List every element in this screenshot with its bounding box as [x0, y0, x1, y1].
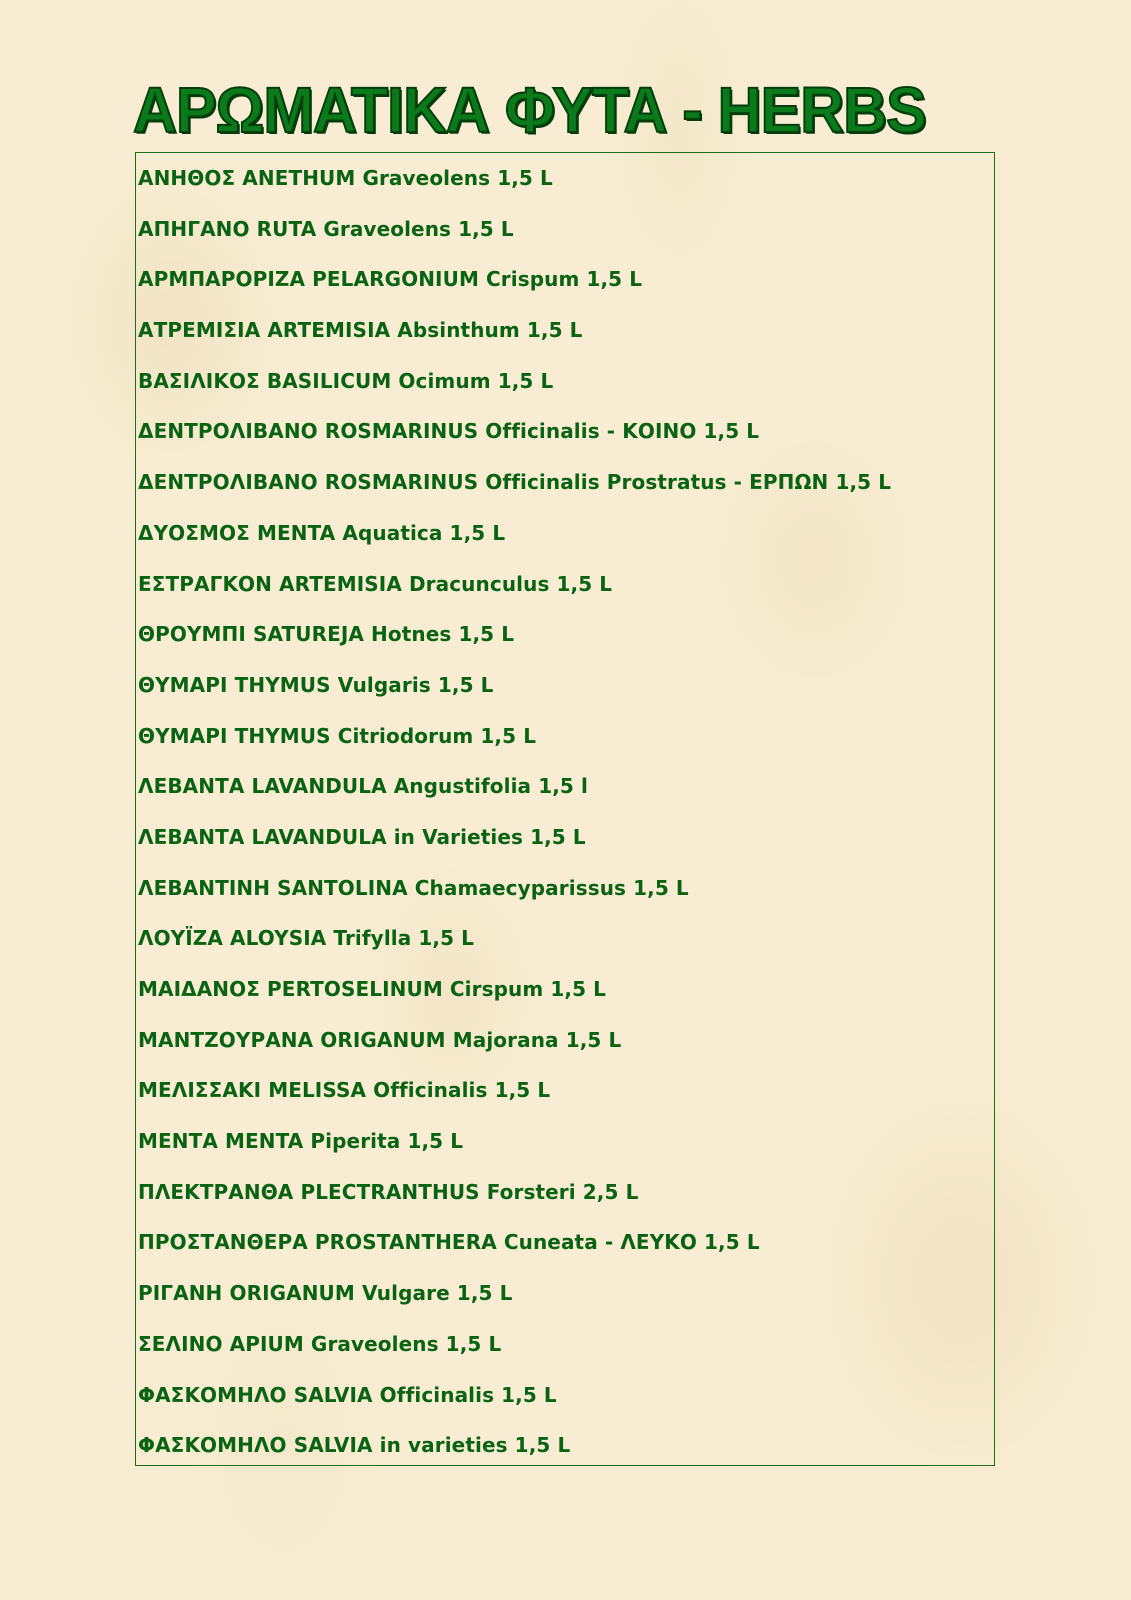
list-item: ΘΡΟΥΜΠΙ SATUREJA Hotnes 1,5 L — [138, 622, 515, 647]
list-item: ΘΥΜΑΡΙ THYMUS Vulgaris 1,5 L — [138, 672, 494, 697]
list-item: ΘΥΜΑΡΙ THYMUS Citriodorum 1,5 L — [138, 723, 537, 748]
list-item: ΔΕΝΤΡΟΛΙΒΑΝΟ ROSMARINUS Officinalis Prostratus - ΕΡΠΩΝ 1,5 L — [138, 470, 892, 495]
list-item: ΑΠΗΓΑΝΟ RUTA Graveolens 1,5 L — [138, 216, 514, 241]
list-item: ΜΑΝΤΖΟΥΡΑΝΑ ORIGANUM Majorana 1,5 L — [138, 1027, 622, 1052]
list-item: ΜΕΛΙΣΣΑΚΙ MELISSA Officinalis 1,5 L — [138, 1078, 551, 1103]
list-item: ΛΟΥΪΖΑ ALOYSIA Trifylla 1,5 L — [138, 926, 475, 951]
list-item: ΡΙΓΑΝΗ ORIGANUM Vulgare 1,5 L — [138, 1281, 513, 1306]
list-item: ΦΑΣΚΟΜΗΛΟ SALVIA in varieties 1,5 L — [138, 1433, 571, 1458]
list-item: ΠΡΟΣΤΑΝΘΕΡΑ PROSTANTHERA Cuneata - ΛΕΥΚΟ 1,5 L — [138, 1230, 760, 1255]
list-item: ΣΕΛΙΝΟ APIUM Graveolens 1,5 L — [138, 1331, 502, 1356]
list-item: ΛΕΒΑΝΤΑ LAVANDULA in Varieties 1,5 L — [138, 824, 586, 849]
list-item: ΠΛΕΚΤΡΑΝΘΑ PLECTRANTHUS Forsteri 2,5 L — [138, 1179, 639, 1204]
list-item: ΛΕΒΑΝΤΙΝΗ SANTOLINA Chamaecyparissus 1,5 L — [138, 875, 689, 900]
list-item: ΑΝΗΘΟΣ ANETHUM Graveolens 1,5 L — [138, 166, 553, 190]
list-item: ΔΥΟΣΜΟΣ MENTA Aquatica 1,5 L — [138, 520, 506, 545]
list-item: ΑΤΡΕΜΙΣΙΑ ARTEMISIA Absinthum 1,5 L — [138, 318, 583, 343]
list-item: ΔΕΝΤΡΟΛΙΒΑΝΟ ROSMARINUS Officinalis - ΚΟΙΝΟ 1,5 L — [138, 419, 760, 444]
list-item: ΛΕΒΑΝΤΑ LAVANDULA Angustifolia 1,5 l — [138, 774, 588, 799]
list-item: ΒΑΣΙΛΙΚΟΣ BASILICUM Ocimum 1,5 L — [138, 368, 554, 393]
list-item: ΜΕΝΤΑ MENTA Piperita 1,5 L — [138, 1129, 464, 1154]
page-title: ΑΡΩΜΑΤΙΚΑ ΦΥΤΑ - HERBS — [133, 74, 926, 146]
herb-list — [135, 152, 995, 1466]
list-item: ΑΡΜΠΑΡΟΡΙΖΑ PELARGONIUM Crispum 1,5 L — [138, 267, 643, 292]
list-item: ΜΑΙΔΑΝΟΣ PERTOSELINUM Cirspum 1,5 L — [138, 977, 607, 1001]
list-item: ΦΑΣΚΟΜΗΛΟ SALVIA Officinalis 1,5 L — [138, 1382, 557, 1407]
list-item: ΕΣΤΡΑΓΚΟΝ ARTEMISIA Dracunculus 1,5 L — [138, 571, 613, 596]
